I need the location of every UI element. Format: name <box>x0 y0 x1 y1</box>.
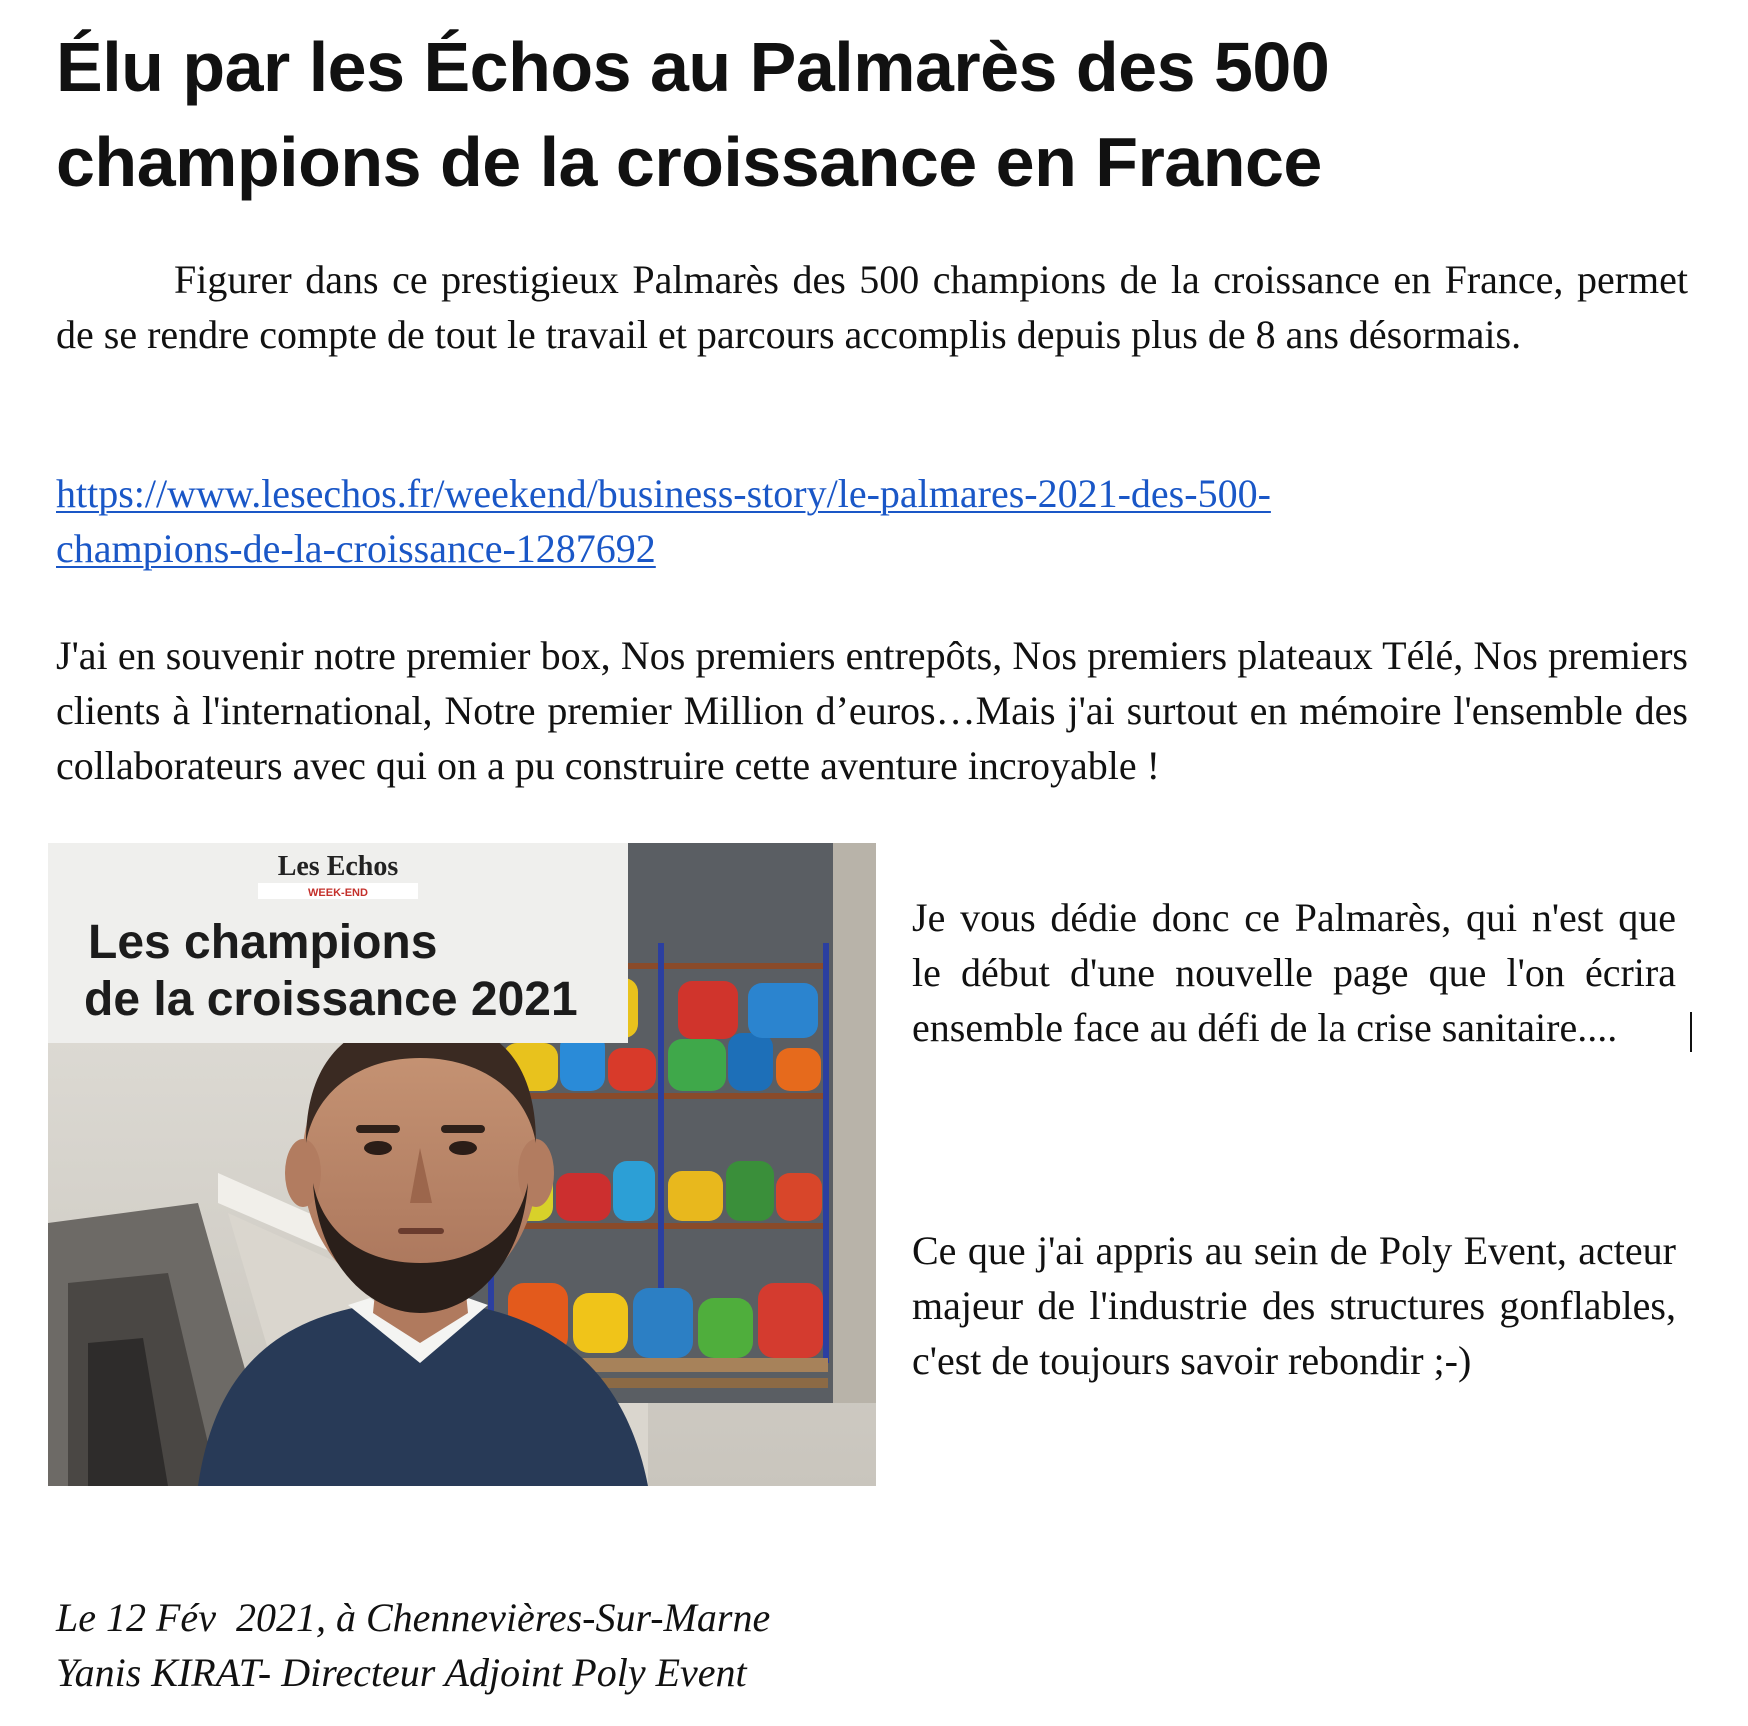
signature-author: Yanis KIRAT- Directeur Adjoint Poly Event <box>56 1650 747 1695</box>
champions-photo <box>48 843 876 1486</box>
lesechos-logo-text: Les Echos <box>277 851 399 882</box>
image-headline-line-1: Les champions <box>88 916 438 969</box>
image-headline-line-2: de la croissance 2021 <box>84 973 578 1026</box>
link-line-2: champions-de-la-croissance-1287692 <box>56 526 656 571</box>
lesechos-link[interactable] <box>56 471 1271 571</box>
dedication-paragraph: Je vous dédie donc ce Palmarès, qui n'est que le début d'une nouvelle page que l'on écrira ensemble face au défi de la crise sanitaire.... <box>912 895 1676 1050</box>
signature-block <box>56 1590 770 1700</box>
memory-paragraph: J'ai en souvenir notre premier box, Nos premiers entrepôts, Nos premiers plateaux Télé, Nos premiers clients à l'international, Notre premier Million d’euros…Mais j'ai surtout en mémoire l'ensemble des collaborateurs avec qui on a pu construire cette aventure incroyable ! <box>56 633 1688 788</box>
article-title: Élu par les Échos au Palmarès des 500 champions de la croissance en France <box>56 28 1330 201</box>
text-cursor <box>1690 1012 1692 1052</box>
lesson-paragraph: Ce que j'ai appris au sein de Poly Event, acteur majeur de l'industrie des structures gonflables, c'est de toujours savoir rebondir ;-) <box>912 1228 1676 1383</box>
signature-date-place: Le 12 Fév 2021, à Chennevières-Sur-Marne <box>56 1595 771 1640</box>
link-line-1: https://www.lesechos.fr/weekend/business-story/le-palmares-2021-des-500- <box>56 471 1271 516</box>
article-link-block <box>56 466 1688 576</box>
intro-paragraph: Figurer dans ce prestigieux Palmarès des 500 champions de la croissance en France, permet de se rendre compte de tout le travail et parcours accomplis depuis plus de 8 ans désormais. <box>56 257 1688 357</box>
weekend-label: WEEK-END <box>308 887 368 899</box>
